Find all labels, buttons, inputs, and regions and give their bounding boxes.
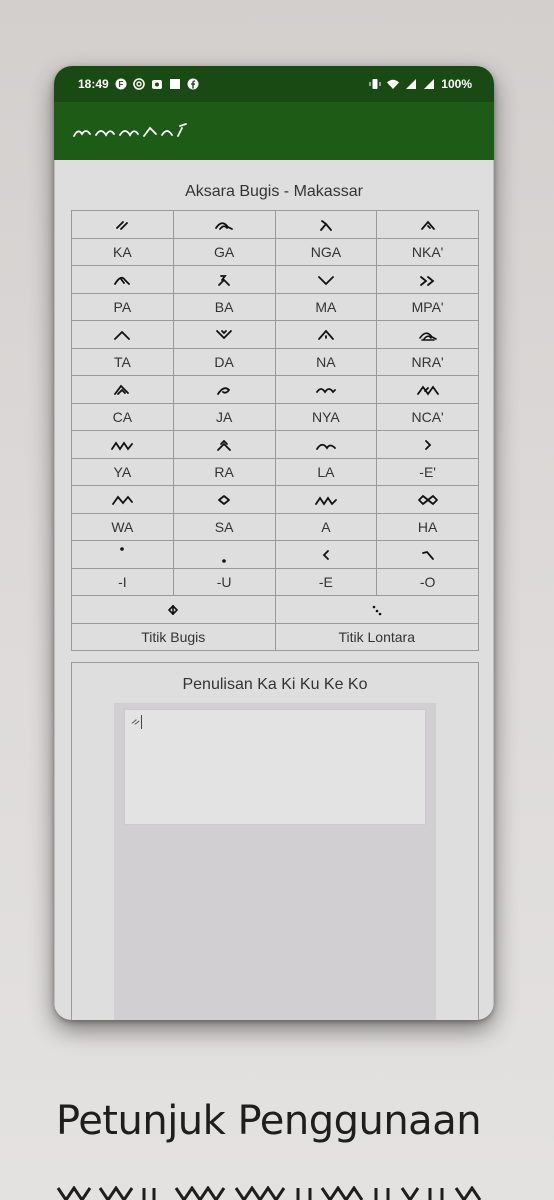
- glyph-nra[interactable]: [377, 321, 479, 349]
- signal-2-icon: [423, 78, 435, 90]
- vibrate-icon: [369, 78, 381, 90]
- glyph-nga[interactable]: [275, 211, 377, 239]
- glyph-la[interactable]: [275, 431, 377, 459]
- compose-input-value: ᨀ: [131, 714, 141, 728]
- label-nra[interactable]: NRA': [377, 349, 479, 376]
- signal-icon: [405, 78, 417, 90]
- cut-off-text-decoration: [56, 1186, 496, 1200]
- glyph-ya[interactable]: [72, 431, 174, 459]
- label-ga[interactable]: GA: [173, 239, 275, 266]
- glyph-ma[interactable]: [275, 266, 377, 294]
- glyph-ba[interactable]: [173, 266, 275, 294]
- label-na[interactable]: NA: [275, 349, 377, 376]
- glyph-pa[interactable]: [72, 266, 174, 294]
- status-bar: [54, 66, 494, 102]
- label-ca[interactable]: CA: [72, 404, 174, 431]
- notification-app-icon: [115, 78, 127, 90]
- label-pa[interactable]: PA: [72, 294, 174, 321]
- glyph-nya[interactable]: [275, 376, 377, 404]
- battery-text: 100%: [441, 77, 472, 91]
- glyph-e-accent[interactable]: [377, 431, 479, 459]
- notification-square-icon: [169, 78, 181, 90]
- facebook-icon: [187, 78, 199, 90]
- compose-panel: [71, 662, 479, 1020]
- notification-camera-icon: [151, 78, 163, 90]
- label-nga[interactable]: NGA: [275, 239, 377, 266]
- glyph-i-vowel[interactable]: [72, 541, 174, 569]
- label-ba[interactable]: BA: [173, 294, 275, 321]
- app-logo-icon: [70, 120, 190, 142]
- label-mpa[interactable]: MPA': [377, 294, 479, 321]
- instructions-heading: Petunjuk Penggunaan: [56, 1098, 482, 1144]
- label-sa[interactable]: SA: [173, 514, 275, 541]
- status-time: 18:49: [78, 77, 109, 91]
- compose-title: Penulisan Ka Ki Ku Ke Ko: [182, 676, 368, 693]
- glyph-nca[interactable]: [377, 376, 479, 404]
- glyph-ca[interactable]: [72, 376, 174, 404]
- glyph-mpa[interactable]: [377, 266, 479, 294]
- main-content: [54, 160, 494, 1020]
- label-nya[interactable]: NYA: [275, 404, 377, 431]
- label-wa[interactable]: WA: [72, 514, 174, 541]
- label-a[interactable]: A: [275, 514, 377, 541]
- label-ha[interactable]: HA: [377, 514, 479, 541]
- label-ya[interactable]: YA: [72, 459, 174, 486]
- label-ta[interactable]: TA: [72, 349, 174, 376]
- glyph-e-vowel[interactable]: [275, 541, 377, 569]
- label-ja[interactable]: JA: [173, 404, 275, 431]
- alphabet-title: Aksara Bugis - Makassar: [185, 183, 363, 200]
- glyph-ha[interactable]: [377, 486, 479, 514]
- wifi-icon: [387, 78, 399, 90]
- label-i-vowel[interactable]: -I: [72, 569, 174, 596]
- glyph-nka[interactable]: [377, 211, 479, 239]
- label-da[interactable]: DA: [173, 349, 275, 376]
- compose-column: [114, 703, 436, 1020]
- notification-swirl-icon: [133, 78, 145, 90]
- glyph-u-vowel[interactable]: [173, 541, 275, 569]
- glyph-ra[interactable]: [173, 431, 275, 459]
- text-caret: [141, 715, 142, 729]
- label-nca[interactable]: NCA': [377, 404, 479, 431]
- compose-text-input[interactable]: [124, 709, 426, 825]
- glyph-wa[interactable]: [72, 486, 174, 514]
- glyph-titik-bugis[interactable]: [72, 596, 276, 624]
- glyph-ja[interactable]: [173, 376, 275, 404]
- glyph-na[interactable]: [275, 321, 377, 349]
- glyph-titik-lontara[interactable]: [275, 596, 479, 624]
- glyph-ka[interactable]: [72, 211, 174, 239]
- label-titik-bugis[interactable]: Titik Bugis: [72, 624, 276, 651]
- label-ka[interactable]: KA: [72, 239, 174, 266]
- label-ra[interactable]: RA: [173, 459, 275, 486]
- label-titik-lontara[interactable]: Titik Lontara: [275, 624, 479, 651]
- glyph-da[interactable]: [173, 321, 275, 349]
- glyph-a[interactable]: [275, 486, 377, 514]
- glyph-sa[interactable]: [173, 486, 275, 514]
- label-la[interactable]: LA: [275, 459, 377, 486]
- svg-text:F: F: [118, 80, 124, 89]
- label-ma[interactable]: MA: [275, 294, 377, 321]
- label-o-vowel[interactable]: -O: [377, 569, 479, 596]
- label-nka[interactable]: NKA': [377, 239, 479, 266]
- label-u-vowel[interactable]: -U: [173, 569, 275, 596]
- app-bar: [54, 102, 494, 160]
- glyph-o-vowel[interactable]: [377, 541, 479, 569]
- phone-frame: [54, 66, 494, 1020]
- glyph-ga[interactable]: [173, 211, 275, 239]
- lontara-alphabet-table: [71, 210, 479, 651]
- glyph-ta[interactable]: [72, 321, 174, 349]
- label-e-vowel[interactable]: -E: [275, 569, 377, 596]
- label-e-accent[interactable]: -E': [377, 459, 479, 486]
